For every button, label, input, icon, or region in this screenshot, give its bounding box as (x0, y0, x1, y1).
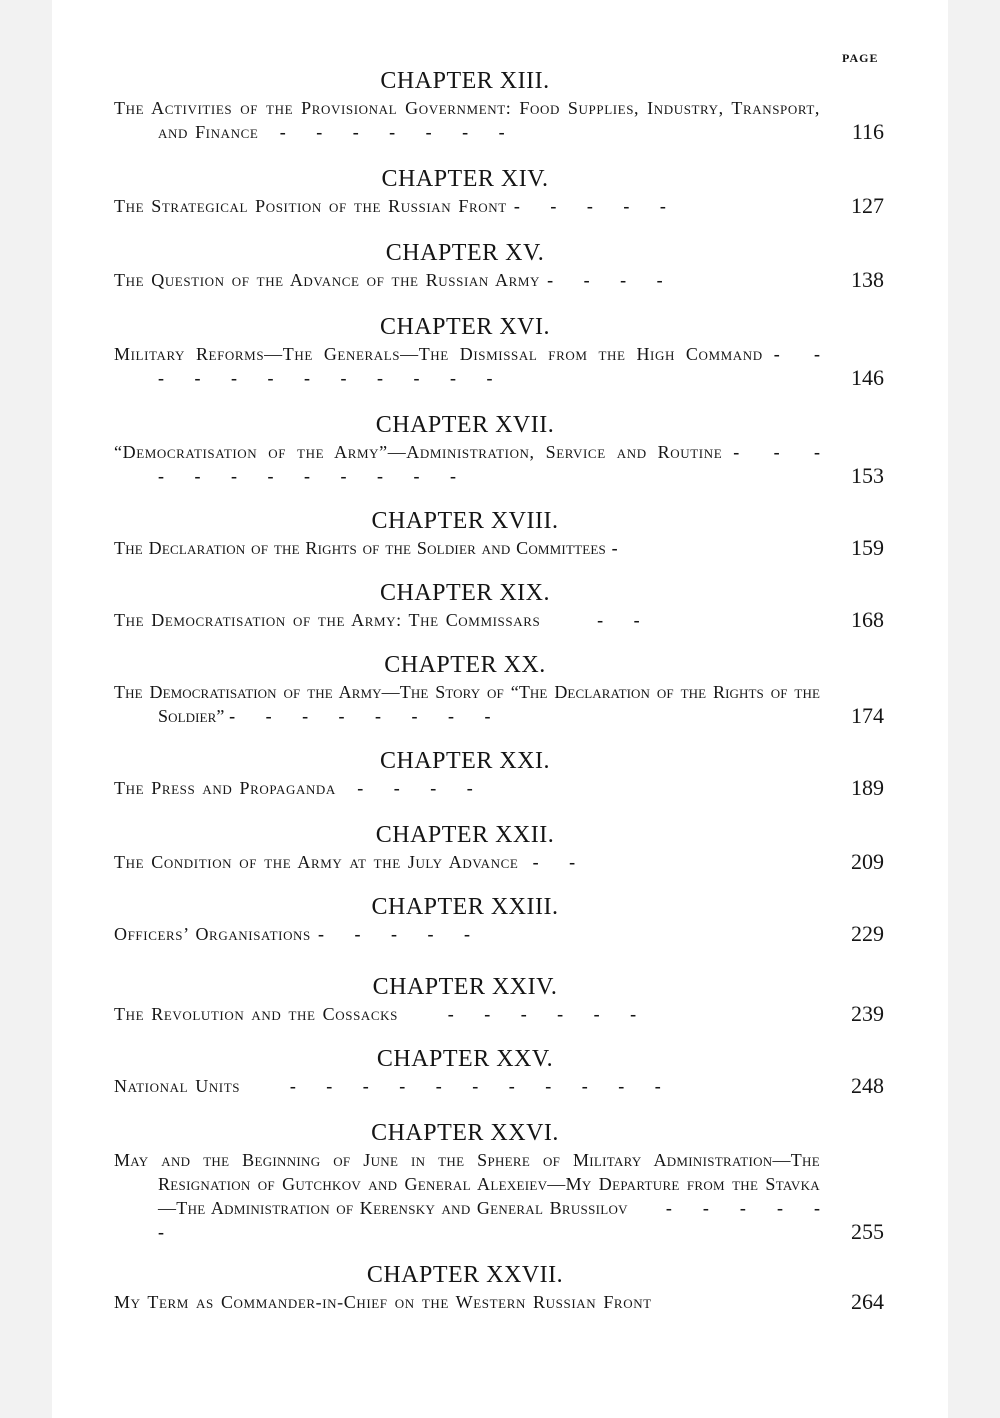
toc-entry[interactable] (114, 1074, 886, 1098)
page-number: 189 (851, 775, 884, 800)
chapter-heading: CHAPTER XXV. (376, 1046, 554, 1072)
page-number: 116 (851, 119, 884, 144)
chapter-heading: CHAPTER XIII. (380, 68, 550, 94)
toc-entry[interactable] (114, 536, 886, 560)
entry-title: The Activities of the Provisional Government: Food Supplies, Industry, Transport, and Finance - - - - - - - (114, 98, 820, 142)
chapter-heading: CHAPTER XXI. (379, 748, 550, 774)
toc-entry[interactable] (114, 1290, 886, 1314)
entry-title: The Strategical Position of the Russian Front - - - - - (114, 196, 666, 216)
entry-title: Military Reforms—The Generals—The Dismissal from the High Command - - - - - - - - - - - - (114, 344, 820, 388)
toc-chapter (114, 746, 886, 800)
chapter-heading: CHAPTER XVI. (379, 314, 550, 340)
page-number: 209 (851, 849, 884, 874)
chapter-heading: CHAPTER XIV. (381, 166, 549, 192)
chapter-heading: CHAPTER XXIII. (371, 894, 559, 920)
page-number: 138 (851, 267, 884, 292)
dot-leader: - - (532, 852, 576, 872)
dot-leader: - - - - - (318, 924, 470, 944)
dot-leader: - - - - - - - - - - - (289, 1076, 661, 1096)
entry-title: The Press and Propaganda - - - - (114, 778, 473, 798)
page-margin-left (0, 0, 52, 1418)
entry-title: National Units - - - - - - - - - - - (114, 1076, 661, 1096)
toc-chapter (114, 238, 886, 292)
toc-chapter (114, 1260, 886, 1314)
chapter-heading: CHAPTER XX. (384, 652, 546, 678)
toc-chapter (114, 650, 886, 728)
dot-leader: - - - - - - - - (229, 706, 491, 726)
entry-title: The Declaration of the Rights of the Soldier and Committees - (114, 538, 618, 558)
entry-title: The Revolution and the Cossacks - - - - - - (114, 1004, 637, 1024)
toc-entry[interactable] (114, 608, 886, 632)
dot-leader: - (611, 538, 618, 558)
toc-chapter (114, 820, 886, 874)
toc-chapter (114, 972, 886, 1026)
toc-entry[interactable] (114, 1002, 886, 1026)
entry-title: The Democratisation of the Army: The Commissars - - (114, 610, 640, 630)
entry-title: The Condition of the Army at the July Advance - - (114, 852, 576, 872)
dot-leader: - - - - - - (447, 1004, 637, 1024)
dot-leader: - - - - (547, 270, 663, 290)
toc-entry[interactable] (114, 96, 886, 144)
toc-chapter (114, 578, 886, 632)
entry-title: My Term as Commander-in-Chief on the Western Russian Front (114, 1292, 652, 1312)
toc-entry[interactable] (114, 342, 886, 390)
toc-entry[interactable] (114, 850, 886, 874)
chapter-heading: CHAPTER XV. (385, 240, 545, 266)
entry-title: “Democratisation of the Army”—Administration, Service and Routine - - - - - - - - - - - - (114, 442, 820, 486)
page-number: 248 (851, 1073, 884, 1098)
toc-entry[interactable] (114, 194, 886, 218)
chapter-heading: CHAPTER XXIV. (372, 974, 558, 1000)
toc-entry[interactable] (114, 268, 886, 292)
toc-chapter (114, 312, 886, 390)
chapter-heading: CHAPTER XVIII. (371, 508, 559, 534)
page-number: 127 (851, 193, 884, 218)
page-number: 159 (851, 535, 884, 560)
dot-leader: - - - - - - - - - - - - (158, 442, 820, 486)
chapter-heading: CHAPTER XXVI. (371, 1120, 559, 1146)
page-column-label: PAGE (842, 51, 879, 65)
dot-leader: - - - - - - (158, 1198, 820, 1242)
dot-leader: - - - - - - - (279, 122, 505, 142)
page-number: 255 (851, 1219, 884, 1244)
toc-chapter (114, 66, 886, 144)
entry-title: The Democratisation of the Army—The Story of “The Declaration of the Rights of the Soldier” - - - - - - - - (114, 682, 820, 726)
chapter-heading: CHAPTER XVII. (375, 412, 555, 438)
page-number: 153 (851, 463, 884, 488)
chapter-heading: CHAPTER XXII. (375, 822, 555, 848)
toc-entry[interactable] (114, 776, 886, 800)
dot-leader: - - - - (357, 778, 473, 798)
toc-chapter (114, 506, 886, 560)
page-number: 174 (851, 703, 884, 728)
toc-chapter (114, 1118, 886, 1244)
toc-entry[interactable] (114, 440, 886, 488)
page-number: 264 (851, 1289, 884, 1314)
page-margin-right (948, 0, 1000, 1418)
table-of-contents (114, 66, 886, 1314)
entry-title: May and the Beginning of June in the Sphere of Military Administration—The Resignation of Gutchkov and General Alexeiev—My Departure from the Stavka—The Administration of Kerensky and General Brussilov - - - - - - (114, 1150, 820, 1242)
page-number: 146 (851, 365, 884, 390)
toc-chapter (114, 1044, 886, 1098)
entry-title: The Question of the Advance of the Russian Army - - - - (114, 270, 663, 290)
toc-entry[interactable] (114, 680, 886, 728)
dot-leader: - - (597, 610, 640, 630)
toc-entry[interactable] (114, 1148, 886, 1244)
entry-title: Officers’ Organisations - - - - - (114, 924, 470, 944)
page-number: 168 (851, 607, 884, 632)
chapter-heading: CHAPTER XIX. (379, 580, 550, 606)
toc-chapter (114, 410, 886, 488)
chapter-heading: CHAPTER XXVII. (366, 1262, 564, 1288)
toc-chapter (114, 164, 886, 218)
page-number: 239 (851, 1001, 884, 1026)
toc-entry[interactable] (114, 922, 886, 946)
dot-leader: - - - - - (513, 196, 666, 216)
page-number: 229 (851, 921, 884, 946)
dot-leader: - - - - - - - - - - - - (158, 344, 820, 388)
toc-chapter (114, 892, 886, 946)
